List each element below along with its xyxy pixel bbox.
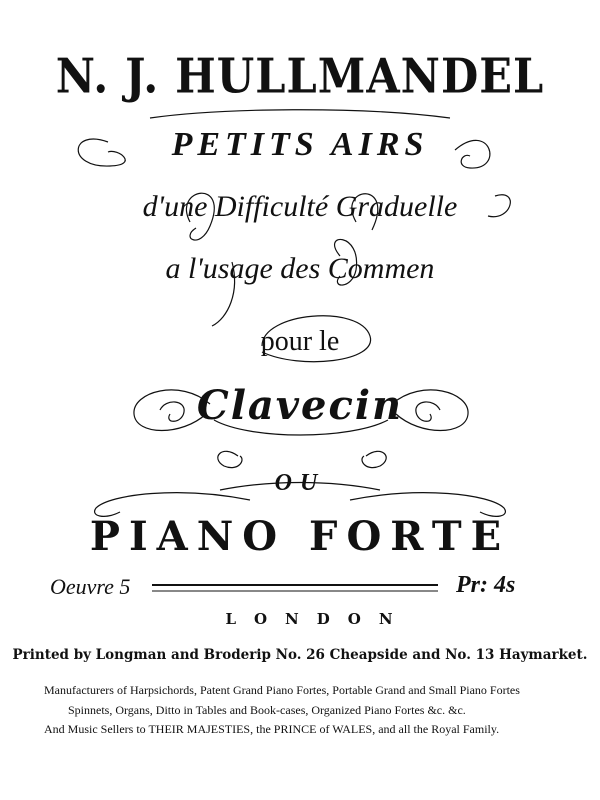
ou-scroll-right (362, 451, 386, 467)
subtitle-line-1: d'une Difficulté Graduelle (142, 190, 458, 223)
work-title: PETITS AIRS (171, 126, 429, 163)
title-flourish-top (150, 110, 450, 118)
trade-line-2: Spinnets, Organs, Ditto in Tables and Book-cases, Organized Piano Fortes &c. &c. (68, 703, 466, 717)
printer-imprint: Printed by Longman and Broderip No. 26 Cheapside and No. 13 Haymarket. (12, 647, 588, 663)
instrument-piano-forte: PIANO FORTE (89, 513, 511, 560)
subtitle-line-2: a l'usage des Commen (165, 252, 435, 285)
trade-line-1: Manufacturers of Harpsichords, Patent Grand Piano Fortes, Portable Grand and Small Piano Fortes (44, 683, 520, 697)
instrument-intro: pour le (260, 326, 340, 357)
ou-scroll-left (218, 451, 242, 467)
composer-name: N. J. HULLMANDEL (55, 49, 545, 105)
price: Pr: 4s (456, 572, 516, 598)
trade-line-3: And Music Sellers to THEIR MAJESTIES, the PRINCE of WALES, and all the Royal Family. (44, 722, 500, 736)
instrument-clavecin: Clavecin (196, 382, 404, 429)
opus-number: Oeuvre 5 (50, 574, 131, 599)
city-name: LONDON (225, 610, 411, 628)
conjunction-ou: OU (274, 470, 326, 496)
